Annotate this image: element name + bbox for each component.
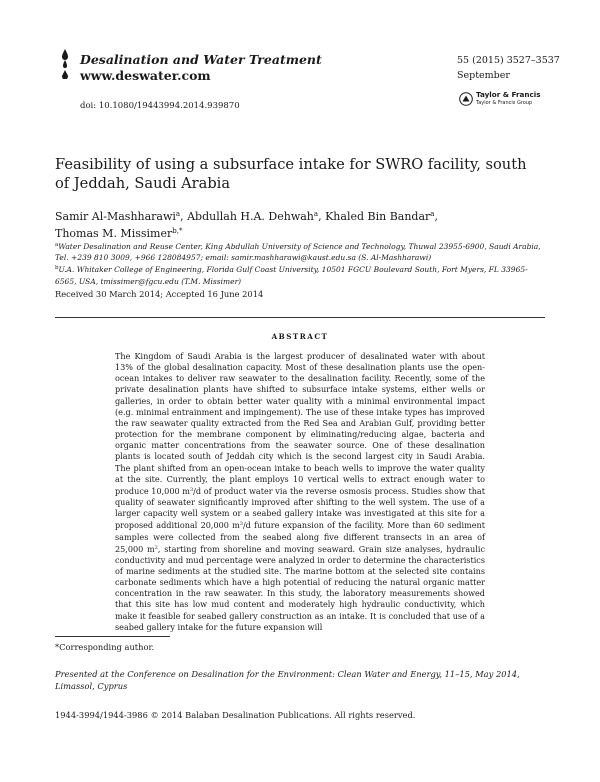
issue-info bbox=[457, 53, 560, 83]
doi[interactable]: doi: 10.1080/19443994.2014.939870 bbox=[80, 101, 240, 111]
publisher-group: Taylor & Francis Group bbox=[476, 100, 533, 106]
publisher-name: Taylor & Francis bbox=[476, 90, 541, 99]
conference-note: Presented at the Conference on Desalination for the Environment: Clean Water and Energy, 11–15, May 2014, Limassol, Cyprus bbox=[55, 669, 520, 691]
author-name: Thomas M. Missimer bbox=[55, 227, 173, 240]
abstract-heading: ABSTRACT bbox=[271, 332, 329, 341]
author-name: Samir Al-Mashharawi bbox=[55, 210, 176, 223]
author-affiliation-mark: a bbox=[313, 210, 319, 218]
corresponding-author-note: *Corresponding author. bbox=[55, 642, 155, 652]
author-list: Samir Al-Mashharawi$^a$, Abdullah H.A. Dehwah$^a$, Khaled Bin Bandar$^a$, Thomas M. Missimer$^{b,*}$ bbox=[55, 210, 438, 240]
affiliations bbox=[55, 240, 545, 287]
author-affiliation-mark: a bbox=[175, 210, 181, 218]
received-dates: Received 30 March 2014; Accepted 16 June 2014 bbox=[55, 289, 264, 299]
author-name: Abdullah H.A. Dehwah bbox=[187, 210, 314, 223]
footnote-divider bbox=[55, 636, 170, 637]
journal-title: Desalination and Water Treatment bbox=[80, 52, 322, 67]
article-title: Feasibility of using a subsurface intake for SWRO facility, south of Jeddah, Saudi Arabia bbox=[55, 156, 527, 192]
author-name: Khaled Bin Bandar bbox=[325, 210, 431, 223]
author-affiliation-mark: a bbox=[430, 210, 435, 218]
divider bbox=[55, 317, 545, 318]
journal-url[interactable]: www.deswater.com bbox=[80, 68, 211, 83]
issue-month: September bbox=[457, 70, 510, 81]
affiliation-a: $^a$Water Desalination and Reuse Center, King Abdullah University of Science and Technology, Thuwal 23955-6900, Saudi Arabia, Tel. +239 810 3009, +966 128084957; email: samir.mashharawi@kaust.edu.sa (S. Al-Mashharawi) bbox=[55, 242, 541, 263]
author-affiliation-mark: b,* bbox=[172, 227, 183, 235]
affiliation-b: $^b$U.A. Whitaker College of Engineering, Florida Gulf Coast University, 10501 FGCU Boulevard South, Fort Myers, FL 33965-6565, USA, tmissimer@fgcu.edu (T.M. Missimer) bbox=[55, 265, 528, 286]
volume-pages: 55 (2015) 3527–3537 bbox=[457, 55, 560, 66]
copyright-line: 1944-3994/1944-3986 © 2014 Balaban Desalination Publications. All rights reserved. bbox=[55, 710, 416, 720]
abstract-body: The Kingdom of Saudi Arabia is the largest producer of desalinated water with about 13% of the global desalination capacity. Most of these desalination plants use the open-ocean intakes to deliver raw seawater to the desalination facility. Recently, some of the private desalination plants have shifted to subsurface intake systems, either wells or galleries, in order to obtain better water quality with a minimal environmental impact (e.g. minimal entrainment and impingement). The use of these intake types has improved the raw seawater quality extracted from the Red Sea and Arabian Gulf, providing better protection for the membrane component by eliminating/reducing algae, bacteria and organic matter concentrations from the seawater source. One of these desalination plants is located south of Jeddah city which is the second largest city in Saudi Arabia. The plant shifted from an open-ocean intake to beach wells to improve the water quality at the site. Currently, the plant employs 10 vertical wells to extract enough water to produce 10,000 $m^3/d$ of product water via the reverse osmosis process. Studies show that quality of seawater significantly improved after shifting to the well system. The use of a larger capacity well system or a seabed gallery intake was investigated at this site for a proposed additional 20,000 $m^3/d$ future expansion of the facility. More than 60 sediment samples were collected from the seabed along five different transects in an area of 25,000 $m^2$, starting from shoreline and moving seaward. Grain size analyses, hydraulic conductivity and mud percentage were analyzed in order to determine the characteristics of marine sediments at the studied site. The marine bottom at the selected site contains carbonate sediments which have a high potential of reducing the natural organic matter concentration in the raw seawater. In this study, the laboratory measurements showed that this site has low mud content and moderately high hydraulic conductivity, which make it feasible for seabed gallery construction as an intake. It is concluded that use of a seabed gallery intake for the future expansion will bbox=[115, 351, 486, 632]
publisher-logo bbox=[459, 90, 545, 110]
taylor-francis-logo-icon bbox=[459, 92, 473, 106]
water-drops-icon bbox=[58, 49, 72, 79]
